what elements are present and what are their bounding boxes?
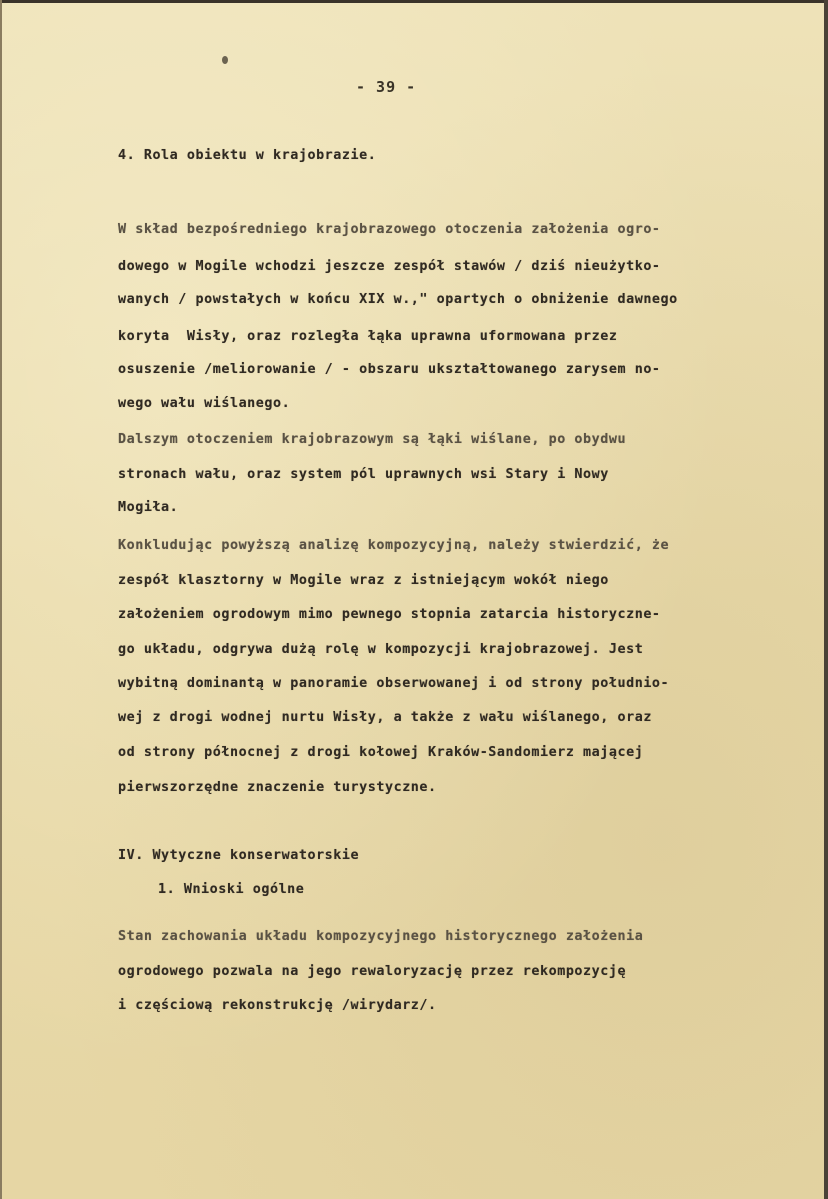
paragraph-4-line-3: i częściową rekonstrukcję /wirydarz/.	[118, 998, 437, 1013]
page-edge-top	[0, 0, 828, 3]
paragraph-2-line-3: Mogiła.	[118, 500, 179, 515]
paragraph-3-line-7: od strony północnej z drogi kołowej Kraków-Sandomierz mającej	[118, 745, 644, 760]
section-heading: 4. Rola obiektu w krajobrazie.	[118, 148, 377, 163]
page-edge-left	[0, 0, 2, 1199]
paragraph-1-line-5: osuszenie /meliorowanie / - obszaru ukształtowanego zarysem no-	[118, 362, 661, 377]
paragraph-3-line-2: zespół klasztorny w Mogile wraz z istniejącym wokół niego	[118, 573, 609, 588]
paragraph-3-line-1: Konkludując powyższą analizę kompozycyjną, należy stwierdzić, że	[118, 538, 670, 553]
paragraph-4-line-2: ogrodowego pozwala na jego rewaloryzację przez rekompozycję	[118, 964, 627, 979]
paragraph-3-line-3: założeniem ogrodowym mimo pewnego stopnia zatarcia historyczne-	[118, 607, 661, 622]
paragraph-1-line-2: dowego w Mogile wchodzi jeszcze zespół stawów / dziś nieużytko-	[118, 259, 661, 274]
paragraph-4-line-1: Stan zachowania układu kompozycyjnego historycznego założenia	[118, 929, 644, 944]
paragraph-3-line-6: wej z drogi wodnej nurtu Wisły, a także z wału wiślanego, oraz	[118, 710, 652, 725]
paragraph-1-line-3: wanych / powstałych w końcu XIX w.," opartych o obniżenie dawnego	[118, 292, 678, 307]
paragraph-3-line-4: go układu, odgrywa dużą rolę w kompozycji krajobrazowej. Jest	[118, 642, 644, 657]
paragraph-3-line-8: pierwszorzędne znaczenie turystyczne.	[118, 780, 437, 795]
ink-spot	[222, 56, 228, 64]
chapter-heading: IV. Wytyczne konserwatorskie	[118, 848, 360, 863]
page-number: - 39 -	[356, 78, 417, 96]
paragraph-1-line-1: W skład bezpośredniego krajobrazowego otoczenia założenia ogro-	[118, 222, 661, 237]
paragraph-1-line-6: wego wału wiślanego.	[118, 396, 291, 411]
paragraph-2-line-1: Dalszym otoczeniem krajobrazowym są łąki wiślane, po obydwu	[118, 432, 627, 447]
paragraph-2-line-2: stronach wału, oraz system pól uprawnych wsi Stary i Nowy	[118, 467, 609, 482]
page-edge-right	[824, 0, 828, 1199]
sub-heading: 1. Wnioski ogólne	[158, 882, 305, 897]
paragraph-3-line-5: wybitną dominantą w panoramie obserwowanej i od strony południo-	[118, 676, 670, 691]
paragraph-1-line-4: koryta Wisły, oraz rozległa łąka uprawna uformowana przez	[118, 329, 618, 344]
